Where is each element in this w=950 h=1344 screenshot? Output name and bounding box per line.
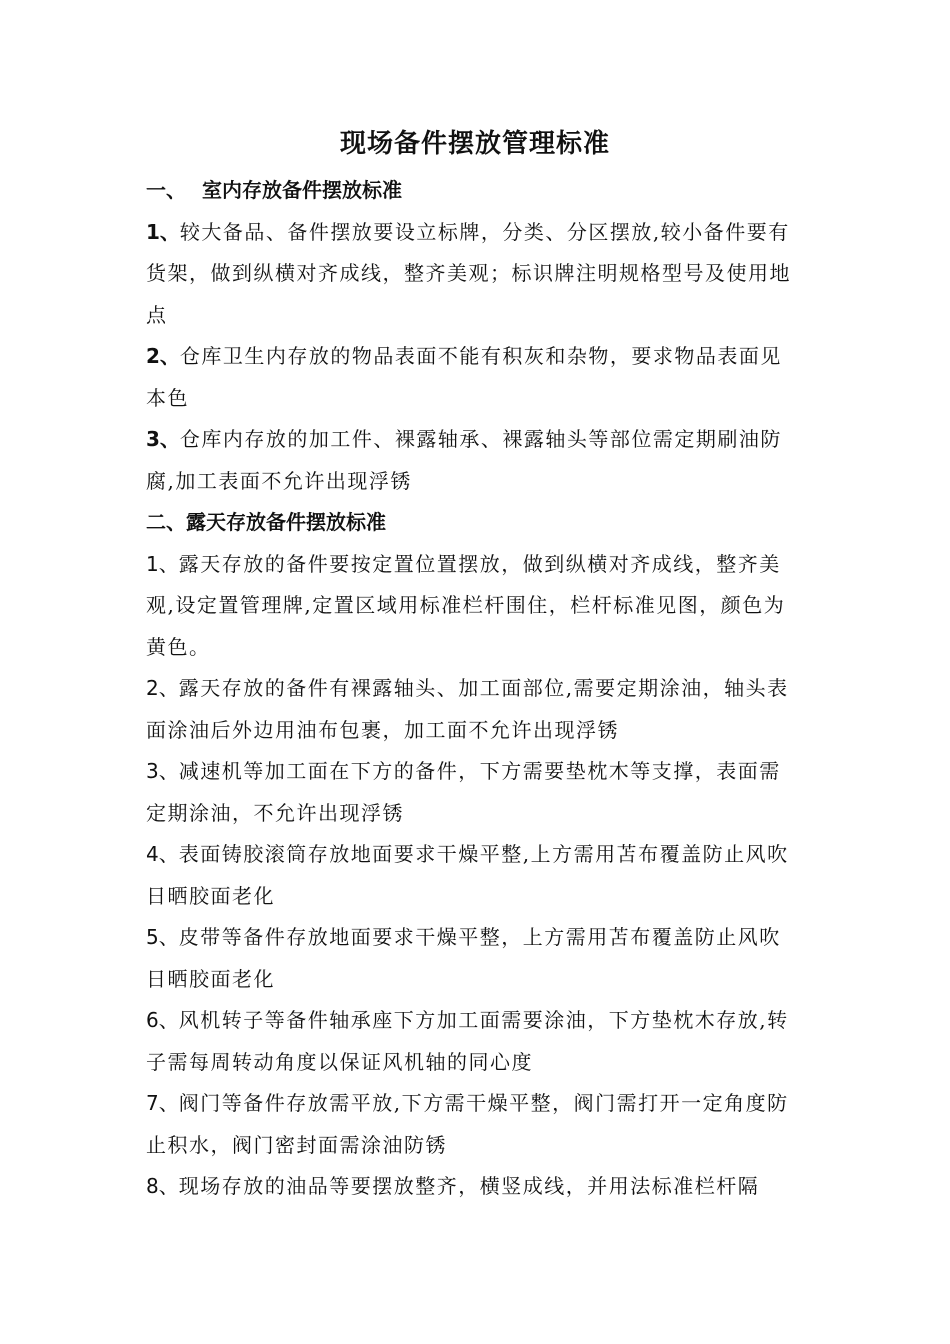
list-item <box>146 1000 802 1083</box>
item-text: 仓库卫生内存放的物品表面不能有积灰和杂物，要求物品表面见本色 <box>146 344 782 410</box>
list-item <box>146 1166 802 1208</box>
list-item <box>146 419 802 502</box>
list-item <box>146 668 802 751</box>
section-title: 室内存放备件摆放标准 <box>202 178 402 202</box>
list-item <box>146 212 802 337</box>
section-heading-indoor <box>146 170 802 212</box>
item-text: 现场存放的油品等要摆放整齐，横竖成线，并用法标准栏杆隔 <box>178 1174 760 1198</box>
section-title: 露天存放备件摆放标准 <box>186 510 386 534</box>
item-number: 6、 <box>146 1008 179 1032</box>
item-number: 1、 <box>146 551 179 576</box>
list-item <box>146 751 802 834</box>
list-item <box>146 917 802 1000</box>
list-item <box>146 336 802 419</box>
item-number: 2、 <box>146 676 179 700</box>
item-text: 露天存放的备件有裸露轴头、加工面部位,需要定期涂油，轴头表面涂油后外边用油布包裹，加工面不允许出现浮锈 <box>146 676 789 742</box>
item-number: 3、 <box>146 427 180 451</box>
item-text: 减速机等加工面在下方的备件，下方需要垫枕木等支撑，表面需定期涂油，不允许出现浮锈 <box>146 759 781 825</box>
item-text: 风机转子等备件轴承座下方加工面需要涂油，下方垫枕木存放,转子需每周转动角度以保证风机轴的同心度 <box>146 1008 789 1074</box>
item-number: 4、 <box>146 842 179 866</box>
list-item <box>146 544 802 669</box>
item-text: 露天存放的备件要按定置位置摆放，做到纵横对齐成线，整齐美观,设定置管理牌,定置区域用标准栏杆围住，栏杆标准见图，颜色为黄色。 <box>146 551 786 659</box>
document-title: 现场备件摆放管理标准 <box>339 129 610 159</box>
list-item <box>146 834 802 917</box>
item-text: 表面铸胶滚筒存放地面要求干燥平整,上方需用苫布覆盖防止风吹日晒胶面老化 <box>146 842 789 908</box>
item-number: 3、 <box>146 759 179 783</box>
list-item <box>146 1083 802 1166</box>
item-text: 较大备品、备件摆放要设立标牌，分类、分区摆放,较小备件要有货架，做到纵横对齐成线，整齐美观；标识牌注明规格型号及使用地点 <box>146 219 791 327</box>
section-heading-outdoor <box>146 502 802 544</box>
document-body <box>146 170 802 1208</box>
item-text: 皮带等备件存放地面要求干燥平整，上方需用苫布覆盖防止风吹日晒胶面老化 <box>146 925 781 991</box>
section-number: 一、 <box>146 178 186 202</box>
item-number: 5、 <box>146 925 179 949</box>
section-number: 二、 <box>146 510 186 534</box>
item-text: 阀门等备件存放需平放,下方需干燥平整，阀门需打开一定角度防止积水，阀门密封面需涂油防锈 <box>146 1091 789 1157</box>
item-number: 7、 <box>146 1091 179 1115</box>
item-number: 1、 <box>146 219 180 244</box>
item-number: 2、 <box>146 344 180 368</box>
item-text: 仓库内存放的加工件、裸露轴承、裸露轴头等部位需定期刷油防腐,加工表面不允许出现浮锈 <box>146 427 782 493</box>
item-number: 8、 <box>146 1174 179 1198</box>
